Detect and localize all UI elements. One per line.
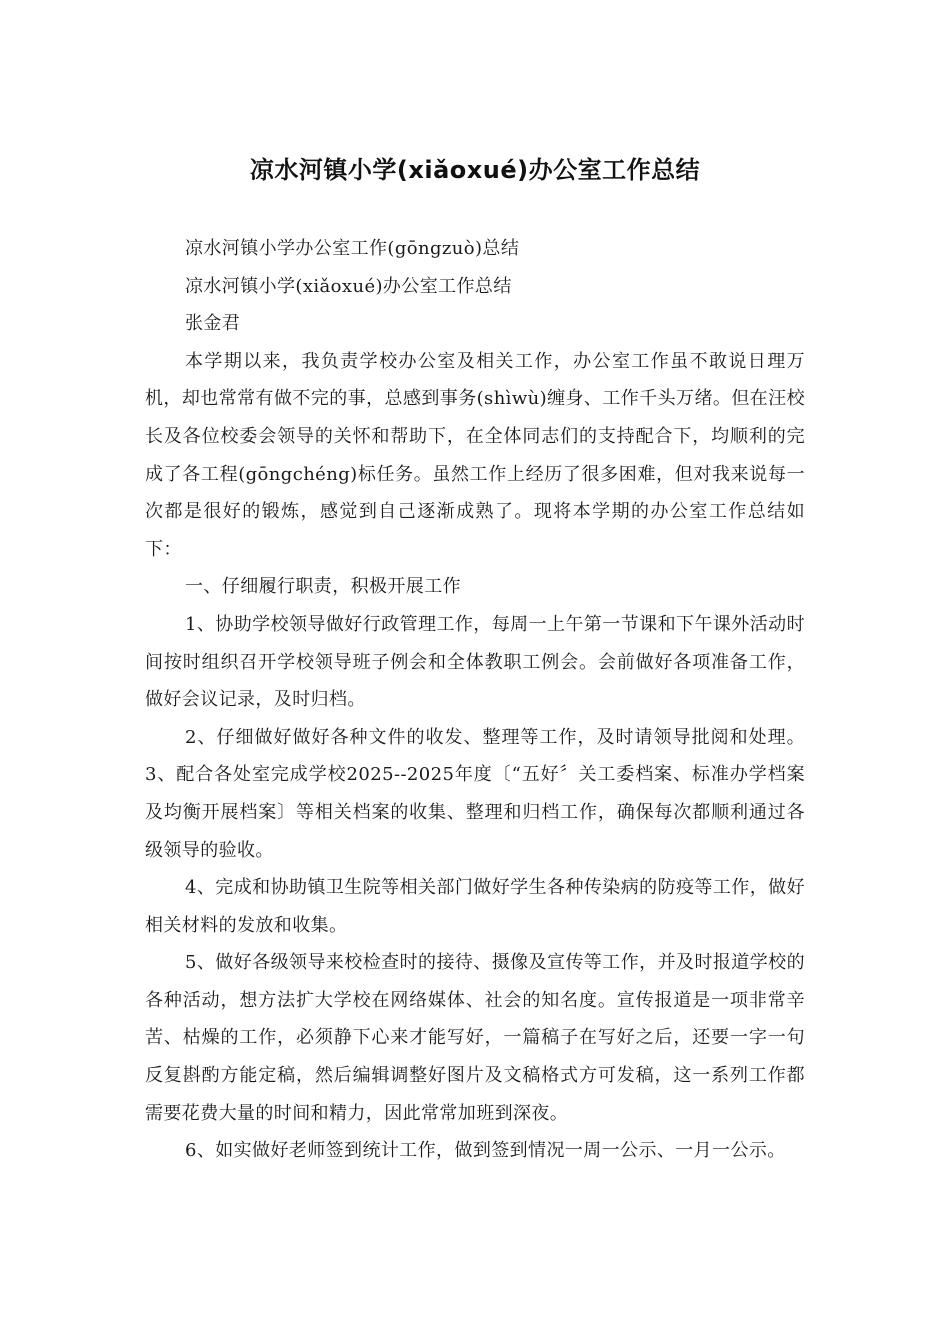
paragraph-item-1: 1、协助学校领导做好行政管理工作，每周一上午第一节课和下午课外活动时间按时组织召开学校领导班子例会和全体教职工例会。会前做好各项准备工作，做好会议记录，及时归档。 (145, 613, 805, 711)
paragraph-item-4: 4、完成和协助镇卫生院等相关部门做好学生各种传染病的防疫等工作，做好相关材料的发放和收集。 (145, 877, 805, 936)
document-body (145, 230, 805, 1170)
paragraph-item-6: 6、如实做好老师签到统计工作，做到签到情况一周一公示、一月一公示。 (185, 1140, 786, 1162)
paragraph-item-2-3: 2、仔细做好做好各种文件的收发、整理等工作，及时请领导批阅和处理。3、配合各处室完成学校2025--2025年度〔“五好〞关工委档案、标准办学档案及均衡开展档案〕等相关档案的收集、整理和归档工作，确保每次都顺利通过各级领导的验收。 (145, 726, 805, 861)
paragraph-subtitle-2: 凉水河镇小学(xiǎoxué)办公室工作总结 (185, 275, 512, 297)
paragraph-subtitle-1: 凉水河镇小学办公室工作(gōngzuò)总结 (185, 238, 520, 259)
document-title: 凉水河镇小学(xiǎoxué)办公室工作总结 (249, 156, 701, 184)
paragraph-item-5: 5、做好各级领导来校检查时的接待、摄像及宣传等工作，并及时报道学校的各种活动，想方法扩大学校在网络媒体、社会的知名度。宣传报道是一项非常辛苦、枯燥的工作，必须静下心来才能写好，一篇稿子在写好之后，还要一字一句反复斟酌方能定稿，然后编辑调整好图片及文稿格式方可发稿，这一系列工作都需要花费大量的时间和精力，因此常常加班到深夜。 (145, 952, 805, 1124)
paragraph-intro: 本学期以来，我负责学校办公室及相关工作，办公室工作虽不敢说日理万机，却也常常有做不完的事，总感到事务(shìwù)缠身、工作千头万绪。但在汪校长及各位校委会领导的关怀和帮助下，在全体同志们的支持配合下，均顺利的完成了各工程(gōngchéng)标任务。虽然工作上经历了很多困难，但对我来说每一次都是很好的锻炼，感觉到自己逐渐成熟了。现将本学期的办公室工作总结如下： (145, 350, 805, 560)
section-heading-1: 一、仔细履行职责，积极开展工作 (185, 576, 461, 598)
paragraph-author: 张金君 (185, 313, 241, 335)
